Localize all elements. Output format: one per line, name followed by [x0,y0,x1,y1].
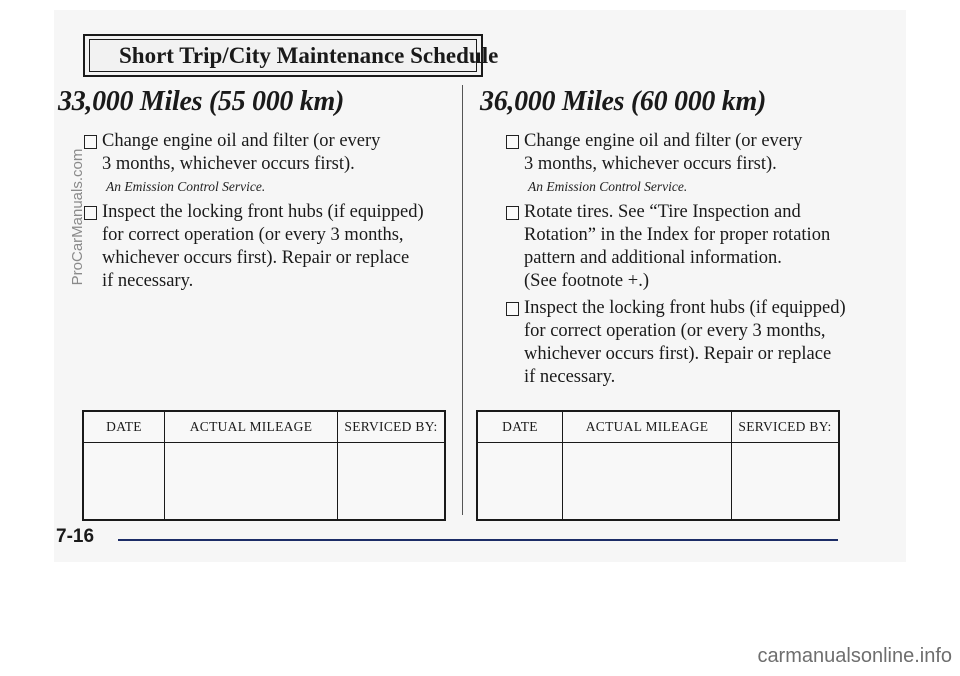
date-entry-cell[interactable] [477,443,563,521]
date-entry-cell[interactable] [83,443,165,521]
item-line: Inspect the locking front hubs (if equipped) [524,298,846,318]
item-line: Rotate tires. See “Tire Inspection and [524,202,801,222]
list-item [480,201,860,293]
page-number: 7-16 [56,526,95,547]
emission-note: An Emission Control Service. [528,179,688,194]
serviced-by-column-header: SERVICED BY: [732,411,840,443]
date-column-header: DATE [477,411,563,443]
service-record-table-right [476,410,840,521]
serviced-by-entry-cell[interactable] [732,443,840,521]
manual-page [54,10,906,562]
list-item [480,130,860,176]
item-line: if necessary. [524,367,616,387]
item-line: whichever occurs first). Repair or replace [524,344,832,364]
serviced-by-column-header: SERVICED BY: [338,411,446,443]
left-mileage-heading: 33,000 Miles (55 000 km) [58,86,345,117]
item-line: Change engine oil and filter (or every [102,131,381,151]
right-column [480,86,860,389]
item-line: Inspect the locking front hubs (if equipped) [102,202,424,222]
service-record-table-left [82,410,446,521]
item-line: if necessary. [102,271,194,291]
side-watermark: ProCarManuals.com [69,148,86,286]
left-column [58,86,438,293]
column-divider [462,85,463,515]
item-line: whichever occurs first). Repair or replace [102,248,410,268]
section-header [83,34,499,77]
list-item [58,130,438,176]
item-line: Rotation” in the Index for proper rotation [524,225,831,245]
item-line: 3 months, whichever occurs first). [524,154,777,174]
item-line: for correct operation (or every 3 months, [102,225,404,245]
serviced-by-entry-cell[interactable] [338,443,446,521]
mileage-entry-cell[interactable] [563,443,732,521]
mileage-column-header: ACTUAL MILEAGE [165,411,338,443]
checkbox-bullet-icon [506,206,519,220]
item-line: (See footnote +.) [524,271,649,291]
right-mileage-heading: 36,000 Miles (60 000 km) [480,86,767,117]
emission-note: An Emission Control Service. [106,179,266,194]
mileage-column-header: ACTUAL MILEAGE [563,411,732,443]
mileage-entry-cell[interactable] [165,443,338,521]
date-column-header: DATE [83,411,165,443]
section-title: Short Trip/City Maintenance Schedule [119,43,499,68]
item-line: pattern and additional information. [524,248,782,268]
list-item [480,297,860,389]
checkbox-bullet-icon [506,302,519,316]
bottom-watermark: carmanualsonline.info [757,645,952,667]
footer-rule [118,539,838,541]
list-item [58,201,438,293]
item-line: Change engine oil and filter (or every [524,131,803,151]
item-line: for correct operation (or every 3 months, [524,321,826,341]
checkbox-bullet-icon [506,135,519,149]
item-line: 3 months, whichever occurs first). [102,154,355,174]
